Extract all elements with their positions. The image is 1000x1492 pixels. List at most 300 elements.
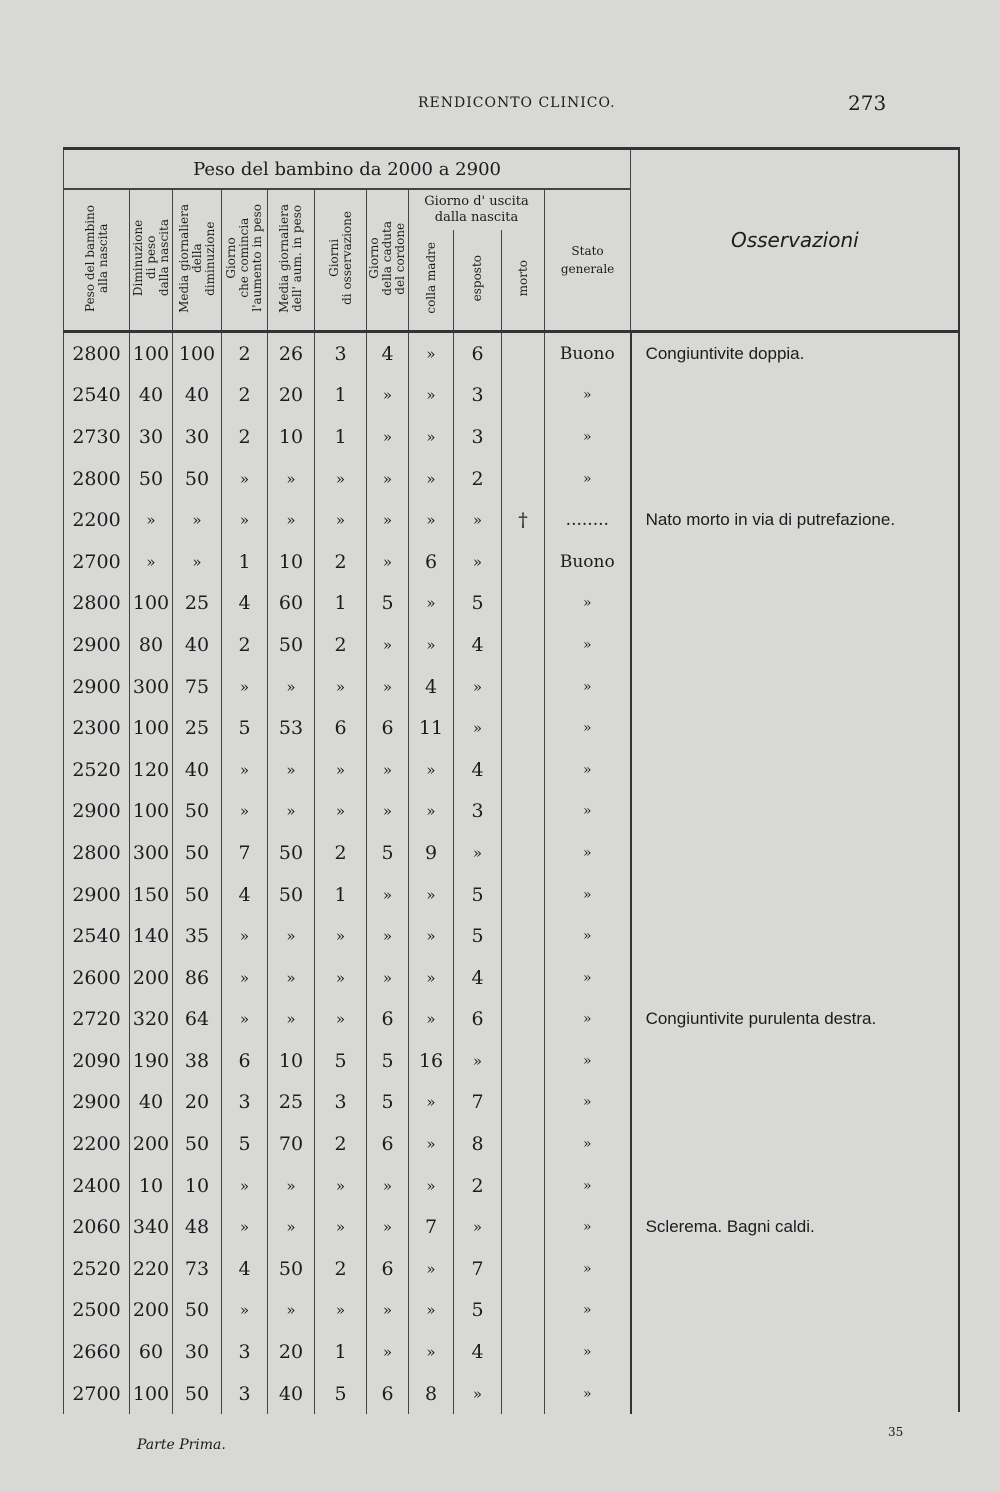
- cell-stato: »: [545, 666, 631, 708]
- cell-colla-madre: »: [409, 1082, 454, 1124]
- cell-media-aumento: 70: [268, 1123, 315, 1165]
- cell-morto: [502, 666, 545, 708]
- cell-morto: [502, 1165, 545, 1207]
- cell-peso: 2900: [64, 624, 130, 666]
- cell-giorno-aumento: »: [222, 957, 268, 999]
- cell-peso: 2900: [64, 791, 130, 833]
- cell-morto: [502, 1082, 545, 1124]
- cell-osservazioni: [631, 1290, 959, 1332]
- cell-giorni-osservazione: 2: [315, 1248, 367, 1290]
- cell-caduta-cordone: »: [367, 957, 409, 999]
- cell-colla-madre: »: [409, 624, 454, 666]
- cell-stato: »: [545, 957, 631, 999]
- cell-giorno-aumento: 4: [222, 1248, 268, 1290]
- cell-esposto: 4: [454, 957, 502, 999]
- cell-giorni-osservazione: 5: [315, 1373, 367, 1415]
- cell-stato: »: [545, 583, 631, 625]
- table-row: [64, 416, 959, 458]
- cell-morto: [502, 874, 545, 916]
- cell-media-aumento: 25: [268, 1082, 315, 1124]
- col-header-esposto: esposto: [454, 230, 502, 332]
- cell-caduta-cordone: »: [367, 375, 409, 417]
- cell-colla-madre: »: [409, 1165, 454, 1207]
- cell-diminuzione: 10: [130, 1165, 173, 1207]
- cell-giorno-aumento: 6: [222, 1040, 268, 1082]
- table-row: [64, 499, 959, 541]
- cell-giorni-osservazione: 1: [315, 1331, 367, 1373]
- cell-colla-madre: »: [409, 1290, 454, 1332]
- cell-colla-madre: »: [409, 999, 454, 1041]
- table-row: [64, 666, 959, 708]
- cell-colla-madre: »: [409, 1123, 454, 1165]
- cell-giorni-osservazione: 3: [315, 332, 367, 375]
- table-row: [64, 915, 959, 957]
- table-row: [64, 1206, 959, 1248]
- cell-diminuzione: 80: [130, 624, 173, 666]
- cell-giorno-aumento: 4: [222, 874, 268, 916]
- cell-media-diminuzione: 50: [173, 832, 222, 874]
- cell-osservazioni: [631, 1123, 959, 1165]
- cell-esposto: 2: [454, 458, 502, 500]
- cell-media-diminuzione: 50: [173, 458, 222, 500]
- cell-diminuzione: 50: [130, 458, 173, 500]
- cell-esposto: 4: [454, 749, 502, 791]
- cell-morto: [502, 624, 545, 666]
- cell-media-diminuzione: 30: [173, 416, 222, 458]
- col-header-morto: morto: [502, 230, 545, 332]
- cell-colla-madre: 4: [409, 666, 454, 708]
- cell-media-aumento: »: [268, 1165, 315, 1207]
- cell-morto: [502, 707, 545, 749]
- cell-giorno-aumento: 3: [222, 1373, 268, 1415]
- cell-giorni-osservazione: »: [315, 1165, 367, 1207]
- cell-peso: 2660: [64, 1331, 130, 1373]
- cell-stato: »: [545, 416, 631, 458]
- cell-peso: 2700: [64, 1373, 130, 1415]
- cell-giorno-aumento: »: [222, 915, 268, 957]
- cell-peso: 2700: [64, 541, 130, 583]
- table-row: [64, 999, 959, 1041]
- cell-colla-madre: 9: [409, 832, 454, 874]
- cell-giorno-aumento: »: [222, 458, 268, 500]
- cell-diminuzione: »: [130, 499, 173, 541]
- cell-diminuzione: 200: [130, 1290, 173, 1332]
- cell-osservazioni: [631, 624, 959, 666]
- cell-stato: »: [545, 624, 631, 666]
- table-row: [64, 1165, 959, 1207]
- cell-morto: [502, 375, 545, 417]
- cell-giorni-osservazione: 1: [315, 874, 367, 916]
- cell-peso: 2800: [64, 332, 130, 375]
- cell-media-diminuzione: 75: [173, 666, 222, 708]
- cell-caduta-cordone: »: [367, 624, 409, 666]
- table-row: [64, 375, 959, 417]
- cell-diminuzione: »: [130, 541, 173, 583]
- cell-osservazioni: [631, 1165, 959, 1207]
- cell-osservazioni: [631, 1040, 959, 1082]
- cell-media-diminuzione: 50: [173, 1373, 222, 1415]
- cell-peso: 2500: [64, 1290, 130, 1332]
- cell-giorno-aumento: 2: [222, 624, 268, 666]
- cell-media-diminuzione: 86: [173, 957, 222, 999]
- cell-peso: 2520: [64, 1248, 130, 1290]
- cell-media-aumento: »: [268, 1206, 315, 1248]
- cell-media-aumento: 10: [268, 541, 315, 583]
- cell-osservazioni: [631, 375, 959, 417]
- table-row: [64, 458, 959, 500]
- cell-morto: [502, 749, 545, 791]
- table-row: [64, 1040, 959, 1082]
- cell-diminuzione: 150: [130, 874, 173, 916]
- cell-media-diminuzione: 25: [173, 707, 222, 749]
- cell-media-aumento: »: [268, 999, 315, 1041]
- cell-media-aumento: 50: [268, 624, 315, 666]
- cell-media-aumento: 53: [268, 707, 315, 749]
- cell-peso: 2060: [64, 1206, 130, 1248]
- cell-giorni-osservazione: »: [315, 1290, 367, 1332]
- col-header-media-diminuzione: Media giornaliera della diminuzione: [173, 189, 222, 332]
- cell-osservazioni: Congiuntivite doppia.: [631, 332, 959, 375]
- cell-stato: »: [545, 832, 631, 874]
- cell-diminuzione: 200: [130, 957, 173, 999]
- cell-giorni-osservazione: »: [315, 791, 367, 833]
- col-header-giorno-uscita: Giorno d' uscita dalla nascita: [409, 189, 545, 230]
- cell-morto: [502, 416, 545, 458]
- cell-caduta-cordone: 6: [367, 999, 409, 1041]
- cell-giorni-osservazione: »: [315, 999, 367, 1041]
- cell-stato: »: [545, 791, 631, 833]
- table-row: [64, 1082, 959, 1124]
- cell-stato: »: [545, 1248, 631, 1290]
- cell-morto: [502, 999, 545, 1041]
- cell-esposto: 2: [454, 1165, 502, 1207]
- cell-media-diminuzione: 30: [173, 1331, 222, 1373]
- cell-morto: [502, 791, 545, 833]
- cell-stato: »: [545, 1373, 631, 1415]
- cell-media-aumento: 50: [268, 832, 315, 874]
- cell-caduta-cordone: »: [367, 1165, 409, 1207]
- cell-diminuzione: 220: [130, 1248, 173, 1290]
- cell-caduta-cordone: 5: [367, 583, 409, 625]
- cell-media-diminuzione: 20: [173, 1082, 222, 1124]
- cell-giorno-aumento: 5: [222, 1123, 268, 1165]
- col-header-peso: Peso del bambino alla nascita: [64, 189, 130, 332]
- cell-morto: [502, 458, 545, 500]
- cell-giorni-osservazione: 2: [315, 832, 367, 874]
- table-row: [64, 541, 959, 583]
- cell-colla-madre: 6: [409, 541, 454, 583]
- cell-stato: »: [545, 915, 631, 957]
- cell-esposto: »: [454, 1206, 502, 1248]
- cell-giorno-aumento: »: [222, 999, 268, 1041]
- cell-diminuzione: 40: [130, 375, 173, 417]
- cell-colla-madre: »: [409, 375, 454, 417]
- cell-esposto: 4: [454, 1331, 502, 1373]
- cell-caduta-cordone: 5: [367, 1040, 409, 1082]
- cell-peso: 2800: [64, 583, 130, 625]
- cell-giorni-osservazione: »: [315, 957, 367, 999]
- cell-esposto: 6: [454, 999, 502, 1041]
- cell-osservazioni: [631, 458, 959, 500]
- cell-media-diminuzione: 25: [173, 583, 222, 625]
- cell-colla-madre: 7: [409, 1206, 454, 1248]
- cell-stato: Buono: [545, 541, 631, 583]
- cell-diminuzione: 100: [130, 1373, 173, 1415]
- cell-stato: »: [545, 375, 631, 417]
- cell-morto: [502, 957, 545, 999]
- cell-osservazioni: [631, 666, 959, 708]
- cell-giorni-osservazione: 6: [315, 707, 367, 749]
- cell-esposto: »: [454, 1373, 502, 1415]
- cell-giorno-aumento: »: [222, 791, 268, 833]
- cell-morto: [502, 1290, 545, 1332]
- col-header-giorni-osservazione: Giorni di osservazione: [315, 189, 367, 332]
- cell-media-aumento: 50: [268, 874, 315, 916]
- cell-colla-madre: 16: [409, 1040, 454, 1082]
- cell-caduta-cordone: »: [367, 499, 409, 541]
- table-row: [64, 332, 959, 375]
- cell-esposto: »: [454, 541, 502, 583]
- cell-diminuzione: 30: [130, 416, 173, 458]
- cell-esposto: »: [454, 832, 502, 874]
- cell-diminuzione: 40: [130, 1082, 173, 1124]
- cell-esposto: 7: [454, 1248, 502, 1290]
- cell-morto: [502, 1373, 545, 1415]
- right-border-rule: [958, 147, 960, 1412]
- cell-media-diminuzione: 50: [173, 1290, 222, 1332]
- cell-morto: [502, 1206, 545, 1248]
- table-body: [64, 332, 959, 1415]
- cell-caduta-cordone: 6: [367, 707, 409, 749]
- table-row: [64, 707, 959, 749]
- cell-media-diminuzione: 40: [173, 624, 222, 666]
- cell-media-diminuzione: »: [173, 541, 222, 583]
- cell-peso: 2200: [64, 1123, 130, 1165]
- table-row: [64, 874, 959, 916]
- cell-media-diminuzione: »: [173, 499, 222, 541]
- cell-diminuzione: 100: [130, 332, 173, 375]
- cell-osservazioni: [631, 541, 959, 583]
- cell-peso: 2300: [64, 707, 130, 749]
- cell-esposto: 4: [454, 624, 502, 666]
- cell-giorno-aumento: 2: [222, 332, 268, 375]
- table-group-title: Peso del bambino da 2000 a 2900: [64, 149, 631, 190]
- cell-esposto: 6: [454, 332, 502, 375]
- table-row: [64, 583, 959, 625]
- cell-colla-madre: »: [409, 1331, 454, 1373]
- cell-peso: 2540: [64, 915, 130, 957]
- cell-giorno-aumento: 5: [222, 707, 268, 749]
- cell-diminuzione: 340: [130, 1206, 173, 1248]
- cell-giorni-osservazione: »: [315, 915, 367, 957]
- cell-stato: »: [545, 1082, 631, 1124]
- cell-stato: »: [545, 749, 631, 791]
- cell-caduta-cordone: »: [367, 791, 409, 833]
- cell-esposto: »: [454, 499, 502, 541]
- cell-esposto: 3: [454, 791, 502, 833]
- cell-osservazioni: [631, 915, 959, 957]
- cell-esposto: »: [454, 666, 502, 708]
- cell-media-diminuzione: 64: [173, 999, 222, 1041]
- cell-caduta-cordone: »: [367, 1290, 409, 1332]
- cell-peso: 2800: [64, 458, 130, 500]
- cell-diminuzione: 300: [130, 666, 173, 708]
- cell-colla-madre: »: [409, 791, 454, 833]
- cell-media-diminuzione: 50: [173, 791, 222, 833]
- cell-stato: »: [545, 1290, 631, 1332]
- cell-morto: [502, 541, 545, 583]
- cell-caduta-cordone: 6: [367, 1373, 409, 1415]
- cell-diminuzione: 320: [130, 999, 173, 1041]
- cell-esposto: 7: [454, 1082, 502, 1124]
- cell-giorno-aumento: »: [222, 749, 268, 791]
- cell-colla-madre: »: [409, 458, 454, 500]
- cell-morto: [502, 915, 545, 957]
- cell-media-aumento: »: [268, 957, 315, 999]
- cell-giorni-osservazione: »: [315, 666, 367, 708]
- cell-media-diminuzione: 48: [173, 1206, 222, 1248]
- cell-stato: »: [545, 1123, 631, 1165]
- cell-diminuzione: 140: [130, 915, 173, 957]
- cell-peso: 2800: [64, 832, 130, 874]
- cell-media-diminuzione: 10: [173, 1165, 222, 1207]
- cell-colla-madre: »: [409, 416, 454, 458]
- cell-esposto: 5: [454, 874, 502, 916]
- footer-signature: 35: [888, 1425, 904, 1439]
- cell-giorni-osservazione: 1: [315, 583, 367, 625]
- cell-stato: »: [545, 1040, 631, 1082]
- cell-osservazioni: [631, 749, 959, 791]
- table-row: [64, 791, 959, 833]
- cell-osservazioni: Sclerema. Bagni caldi.: [631, 1206, 959, 1248]
- page-number: 273: [848, 91, 887, 115]
- cell-diminuzione: 60: [130, 1331, 173, 1373]
- cell-colla-madre: »: [409, 957, 454, 999]
- cell-media-diminuzione: 40: [173, 749, 222, 791]
- cell-peso: 2900: [64, 874, 130, 916]
- cell-osservazioni: [631, 1331, 959, 1373]
- observations-header: Osservazioni: [631, 149, 959, 332]
- table-row: [64, 624, 959, 666]
- cell-media-aumento: »: [268, 749, 315, 791]
- page-header: [0, 91, 1000, 125]
- cell-caduta-cordone: 6: [367, 1123, 409, 1165]
- cell-stato: »: [545, 458, 631, 500]
- cell-osservazioni: Congiuntivite purulenta destra.: [631, 999, 959, 1041]
- cell-media-aumento: 50: [268, 1248, 315, 1290]
- cell-media-diminuzione: 40: [173, 375, 222, 417]
- cell-media-diminuzione: 38: [173, 1040, 222, 1082]
- cell-giorno-aumento: 1: [222, 541, 268, 583]
- cell-stato: ........: [545, 499, 631, 541]
- cell-morto: [502, 332, 545, 375]
- cell-media-aumento: 20: [268, 1331, 315, 1373]
- cell-caduta-cordone: »: [367, 458, 409, 500]
- cell-giorni-osservazione: 2: [315, 1123, 367, 1165]
- cell-diminuzione: 100: [130, 791, 173, 833]
- cell-media-aumento: 26: [268, 332, 315, 375]
- cell-stato: »: [545, 1165, 631, 1207]
- cell-media-aumento: »: [268, 791, 315, 833]
- cell-osservazioni: [631, 957, 959, 999]
- cell-peso: 2720: [64, 999, 130, 1041]
- cell-giorni-osservazione: 5: [315, 1040, 367, 1082]
- cell-giorno-aumento: »: [222, 1290, 268, 1332]
- cell-colla-madre: »: [409, 332, 454, 375]
- cell-morto: [502, 583, 545, 625]
- cell-media-diminuzione: 50: [173, 874, 222, 916]
- cell-giorni-osservazione: 2: [315, 541, 367, 583]
- cell-peso: 2600: [64, 957, 130, 999]
- cell-giorni-osservazione: 2: [315, 624, 367, 666]
- cell-peso: 2400: [64, 1165, 130, 1207]
- cell-giorni-osservazione: »: [315, 1206, 367, 1248]
- cell-esposto: 5: [454, 1290, 502, 1332]
- cell-osservazioni: [631, 1373, 959, 1415]
- cell-osservazioni: [631, 1082, 959, 1124]
- cell-peso: 2730: [64, 416, 130, 458]
- cell-diminuzione: 300: [130, 832, 173, 874]
- cell-peso: 2900: [64, 1082, 130, 1124]
- cell-diminuzione: 120: [130, 749, 173, 791]
- cell-giorno-aumento: 4: [222, 583, 268, 625]
- cell-peso: 2540: [64, 375, 130, 417]
- cell-media-aumento: 60: [268, 583, 315, 625]
- cell-media-aumento: »: [268, 458, 315, 500]
- cell-osservazioni: Nato morto in via di putrefazione.: [631, 499, 959, 541]
- cell-caduta-cordone: »: [367, 541, 409, 583]
- cell-stato: »: [545, 1206, 631, 1248]
- cell-diminuzione: 100: [130, 707, 173, 749]
- cell-giorni-osservazione: 1: [315, 375, 367, 417]
- cell-media-aumento: 10: [268, 1040, 315, 1082]
- cell-stato: Buono: [545, 332, 631, 375]
- cell-colla-madre: »: [409, 874, 454, 916]
- cell-morto: [502, 1331, 545, 1373]
- cell-giorno-aumento: 2: [222, 416, 268, 458]
- cell-stato: »: [545, 707, 631, 749]
- cell-caduta-cordone: »: [367, 1331, 409, 1373]
- cell-stato: »: [545, 999, 631, 1041]
- table-row: [64, 1123, 959, 1165]
- col-header-diminuzione: Diminuzione di peso dalla nascita: [130, 189, 173, 332]
- cell-osservazioni: [631, 416, 959, 458]
- cell-osservazioni: [631, 874, 959, 916]
- cell-media-aumento: »: [268, 1290, 315, 1332]
- cell-giorni-osservazione: »: [315, 499, 367, 541]
- cell-colla-madre: »: [409, 1248, 454, 1290]
- cell-esposto: 3: [454, 375, 502, 417]
- cell-colla-madre: 11: [409, 707, 454, 749]
- cell-morto: †: [502, 499, 545, 541]
- cell-giorni-osservazione: 3: [315, 1082, 367, 1124]
- table-row: [64, 832, 959, 874]
- cell-stato: »: [545, 1331, 631, 1373]
- table-row: [64, 1290, 959, 1332]
- cell-caduta-cordone: »: [367, 666, 409, 708]
- table-row: [64, 749, 959, 791]
- cell-giorno-aumento: »: [222, 666, 268, 708]
- cell-caduta-cordone: »: [367, 749, 409, 791]
- cell-esposto: 5: [454, 583, 502, 625]
- cell-media-aumento: 40: [268, 1373, 315, 1415]
- cell-giorni-osservazione: »: [315, 458, 367, 500]
- col-header-giorno-aumento: Giorno che comincia l'aumento in peso: [222, 189, 268, 332]
- cell-caduta-cordone: »: [367, 1206, 409, 1248]
- clinical-table: [63, 147, 959, 1414]
- cell-peso: 2090: [64, 1040, 130, 1082]
- cell-diminuzione: 100: [130, 583, 173, 625]
